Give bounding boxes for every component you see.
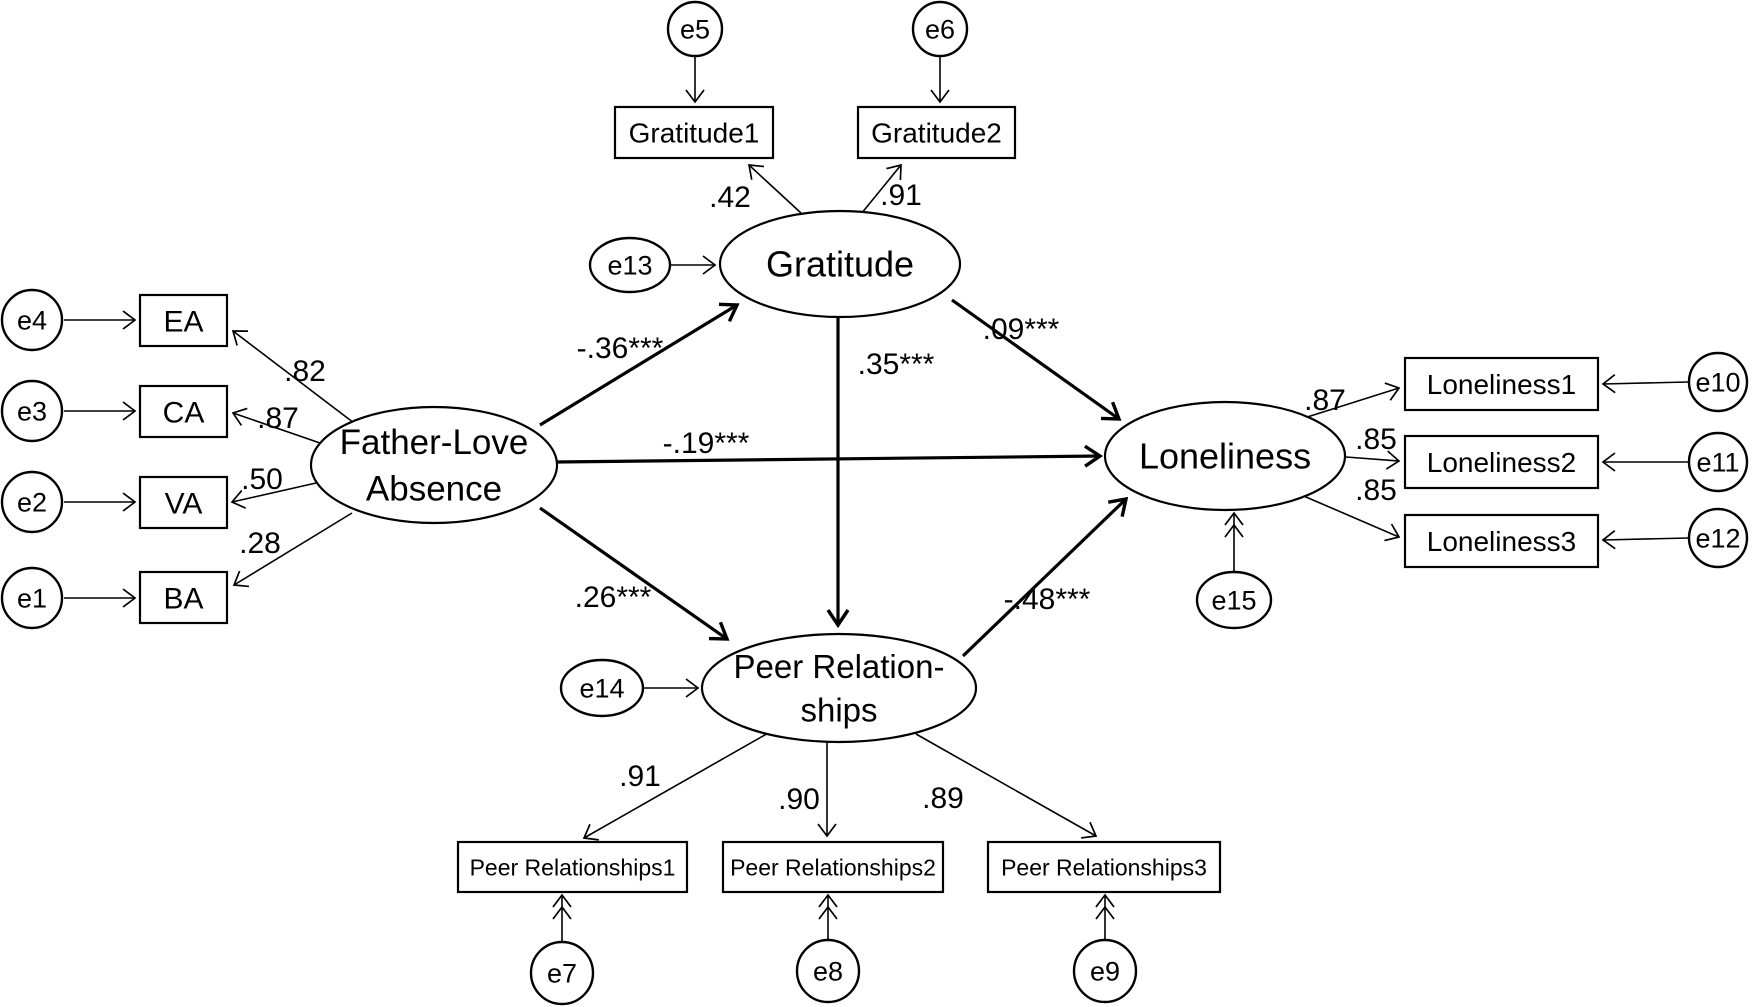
error-term-e4 <box>2 290 62 350</box>
indicator-loneliness2 <box>1405 436 1598 488</box>
error-label-e3: e3 <box>16 396 48 427</box>
coefficient-peer-relationships-to-loneliness: -.48*** <box>1003 582 1091 616</box>
coefficient-fla-to-peer-relationships: .26*** <box>574 580 652 614</box>
coefficient-loneliness-to-loneliness2: .85 <box>1355 422 1397 456</box>
error-label-e6: e6 <box>924 14 956 45</box>
indicator-label-peer-relationships3: Peer Relationships3 <box>1001 854 1207 881</box>
latent-gratitude <box>720 211 960 317</box>
error-path-e12-to-loneliness3 <box>1603 538 1688 540</box>
coefficient-gratitude-to-loneliness: .09*** <box>982 312 1060 346</box>
nodes-layer <box>2 2 1747 1004</box>
indicator-label-ca: CA <box>162 396 205 430</box>
indicator-label-peer-relationships1: Peer Relationships1 <box>469 854 676 881</box>
error-term-e14 <box>561 660 643 716</box>
indicator-peer-relationships1 <box>458 842 687 892</box>
indicator-ca <box>140 386 227 437</box>
indicator-loneliness3 <box>1405 515 1598 567</box>
error-term-e1 <box>2 568 62 628</box>
error-term-e9 <box>1074 940 1136 1002</box>
indicator-label-gratitude2: Gratitude2 <box>871 117 1002 149</box>
latent-label-peer-relationships: Peer Relation-ships <box>733 647 945 729</box>
indicator-ea <box>140 295 227 346</box>
latent-peer-relationships <box>702 634 976 742</box>
coefficient-fla-to-ea: .82 <box>284 354 326 388</box>
coefficient-gratitude-to-gratitude2: .91 <box>880 178 922 212</box>
error-term-e7 <box>531 942 593 1004</box>
coefficient-pr-to-peer-relationships3: .89 <box>922 781 964 815</box>
indicator-label-peer-relationships2: Peer Relationships2 <box>730 854 936 881</box>
path-peer-relationships-to-loneliness <box>963 499 1126 656</box>
error-term-e15 <box>1197 572 1271 628</box>
latent-label-loneliness: Loneliness <box>1138 435 1312 477</box>
loading-gratitude-to-gratitude1 <box>749 165 801 213</box>
indicator-label-loneliness1: Loneliness1 <box>1426 369 1577 401</box>
error-term-e3 <box>2 381 62 441</box>
indicator-loneliness1 <box>1405 358 1598 410</box>
path-fla-to-gratitude <box>540 305 737 425</box>
error-label-e14: e14 <box>579 673 625 704</box>
error-label-e8: e8 <box>812 956 844 987</box>
indicator-peer-relationships2 <box>723 842 943 892</box>
path-fla-to-loneliness <box>556 456 1100 462</box>
coefficient-pr-to-peer-relationships2: .90 <box>778 782 820 816</box>
coefficient-fla-to-gratitude: -.36*** <box>576 331 664 365</box>
coefficient-fla-to-va: .50 <box>241 462 283 496</box>
error-label-e13: e13 <box>607 250 653 281</box>
error-term-e5 <box>668 2 722 56</box>
error-term-e2 <box>2 472 62 532</box>
coefficient-pr-to-peer-relationships1: .91 <box>619 759 661 793</box>
error-term-e6 <box>913 2 967 56</box>
error-term-e13 <box>590 238 670 292</box>
error-label-e15: e15 <box>1211 585 1257 616</box>
error-term-e8 <box>797 940 859 1002</box>
error-term-e12 <box>1689 509 1747 567</box>
latent-label-father-love-absence: Father-Love Absence <box>339 423 529 509</box>
loading-loneliness-to-loneliness2 <box>1346 457 1399 461</box>
error-label-e11: e11 <box>1696 447 1740 478</box>
indicator-label-loneliness2: Loneliness2 <box>1426 447 1577 479</box>
indicator-label-va: VA <box>164 487 203 521</box>
coefficient-fla-to-ba: .28 <box>239 526 281 560</box>
indicator-gratitude2 <box>858 107 1015 158</box>
coefficient-fla-to-ca: .87 <box>257 401 299 435</box>
error-label-e5: e5 <box>679 14 711 45</box>
error-term-e11 <box>1689 433 1747 491</box>
error-term-e10 <box>1689 353 1747 411</box>
error-label-e7: e7 <box>546 958 578 989</box>
indicator-ba <box>140 572 227 623</box>
coefficient-gratitude-to-gratitude1: .42 <box>709 180 751 214</box>
latent-father-love-absence <box>311 407 557 523</box>
coefficient-loneliness-to-loneliness1: .87 <box>1304 383 1346 417</box>
error-label-e10: e10 <box>1695 367 1741 398</box>
indicator-gratitude1 <box>615 107 773 158</box>
loading-pr-to-peer-relationships1 <box>584 732 770 838</box>
error-label-e12: e12 <box>1695 523 1741 554</box>
indicator-label-loneliness3: Loneliness3 <box>1426 526 1577 558</box>
latent-loneliness <box>1105 402 1345 510</box>
path-fla-to-peer-relationships <box>540 508 727 639</box>
indicator-label-ea: EA <box>163 305 204 339</box>
error-label-e2: e2 <box>16 487 48 518</box>
indicator-peer-relationships3 <box>988 842 1220 892</box>
error-path-e10-to-loneliness1 <box>1603 382 1688 384</box>
indicator-label-gratitude1: Gratitude1 <box>628 117 760 149</box>
error-label-e9: e9 <box>1089 956 1121 987</box>
indicator-label-ba: BA <box>163 582 204 616</box>
indicator-va <box>140 477 227 528</box>
coefficient-loneliness-to-loneliness3: .85 <box>1355 473 1397 507</box>
error-label-e1: e1 <box>16 583 48 614</box>
coefficient-fla-to-loneliness: -.19*** <box>662 426 750 460</box>
edges-layer <box>64 57 1688 941</box>
coefficient-gratitude-to-peer-relationships: .35*** <box>857 347 935 381</box>
latent-label-gratitude: Gratitude <box>765 243 915 285</box>
error-label-e4: e4 <box>16 305 48 336</box>
